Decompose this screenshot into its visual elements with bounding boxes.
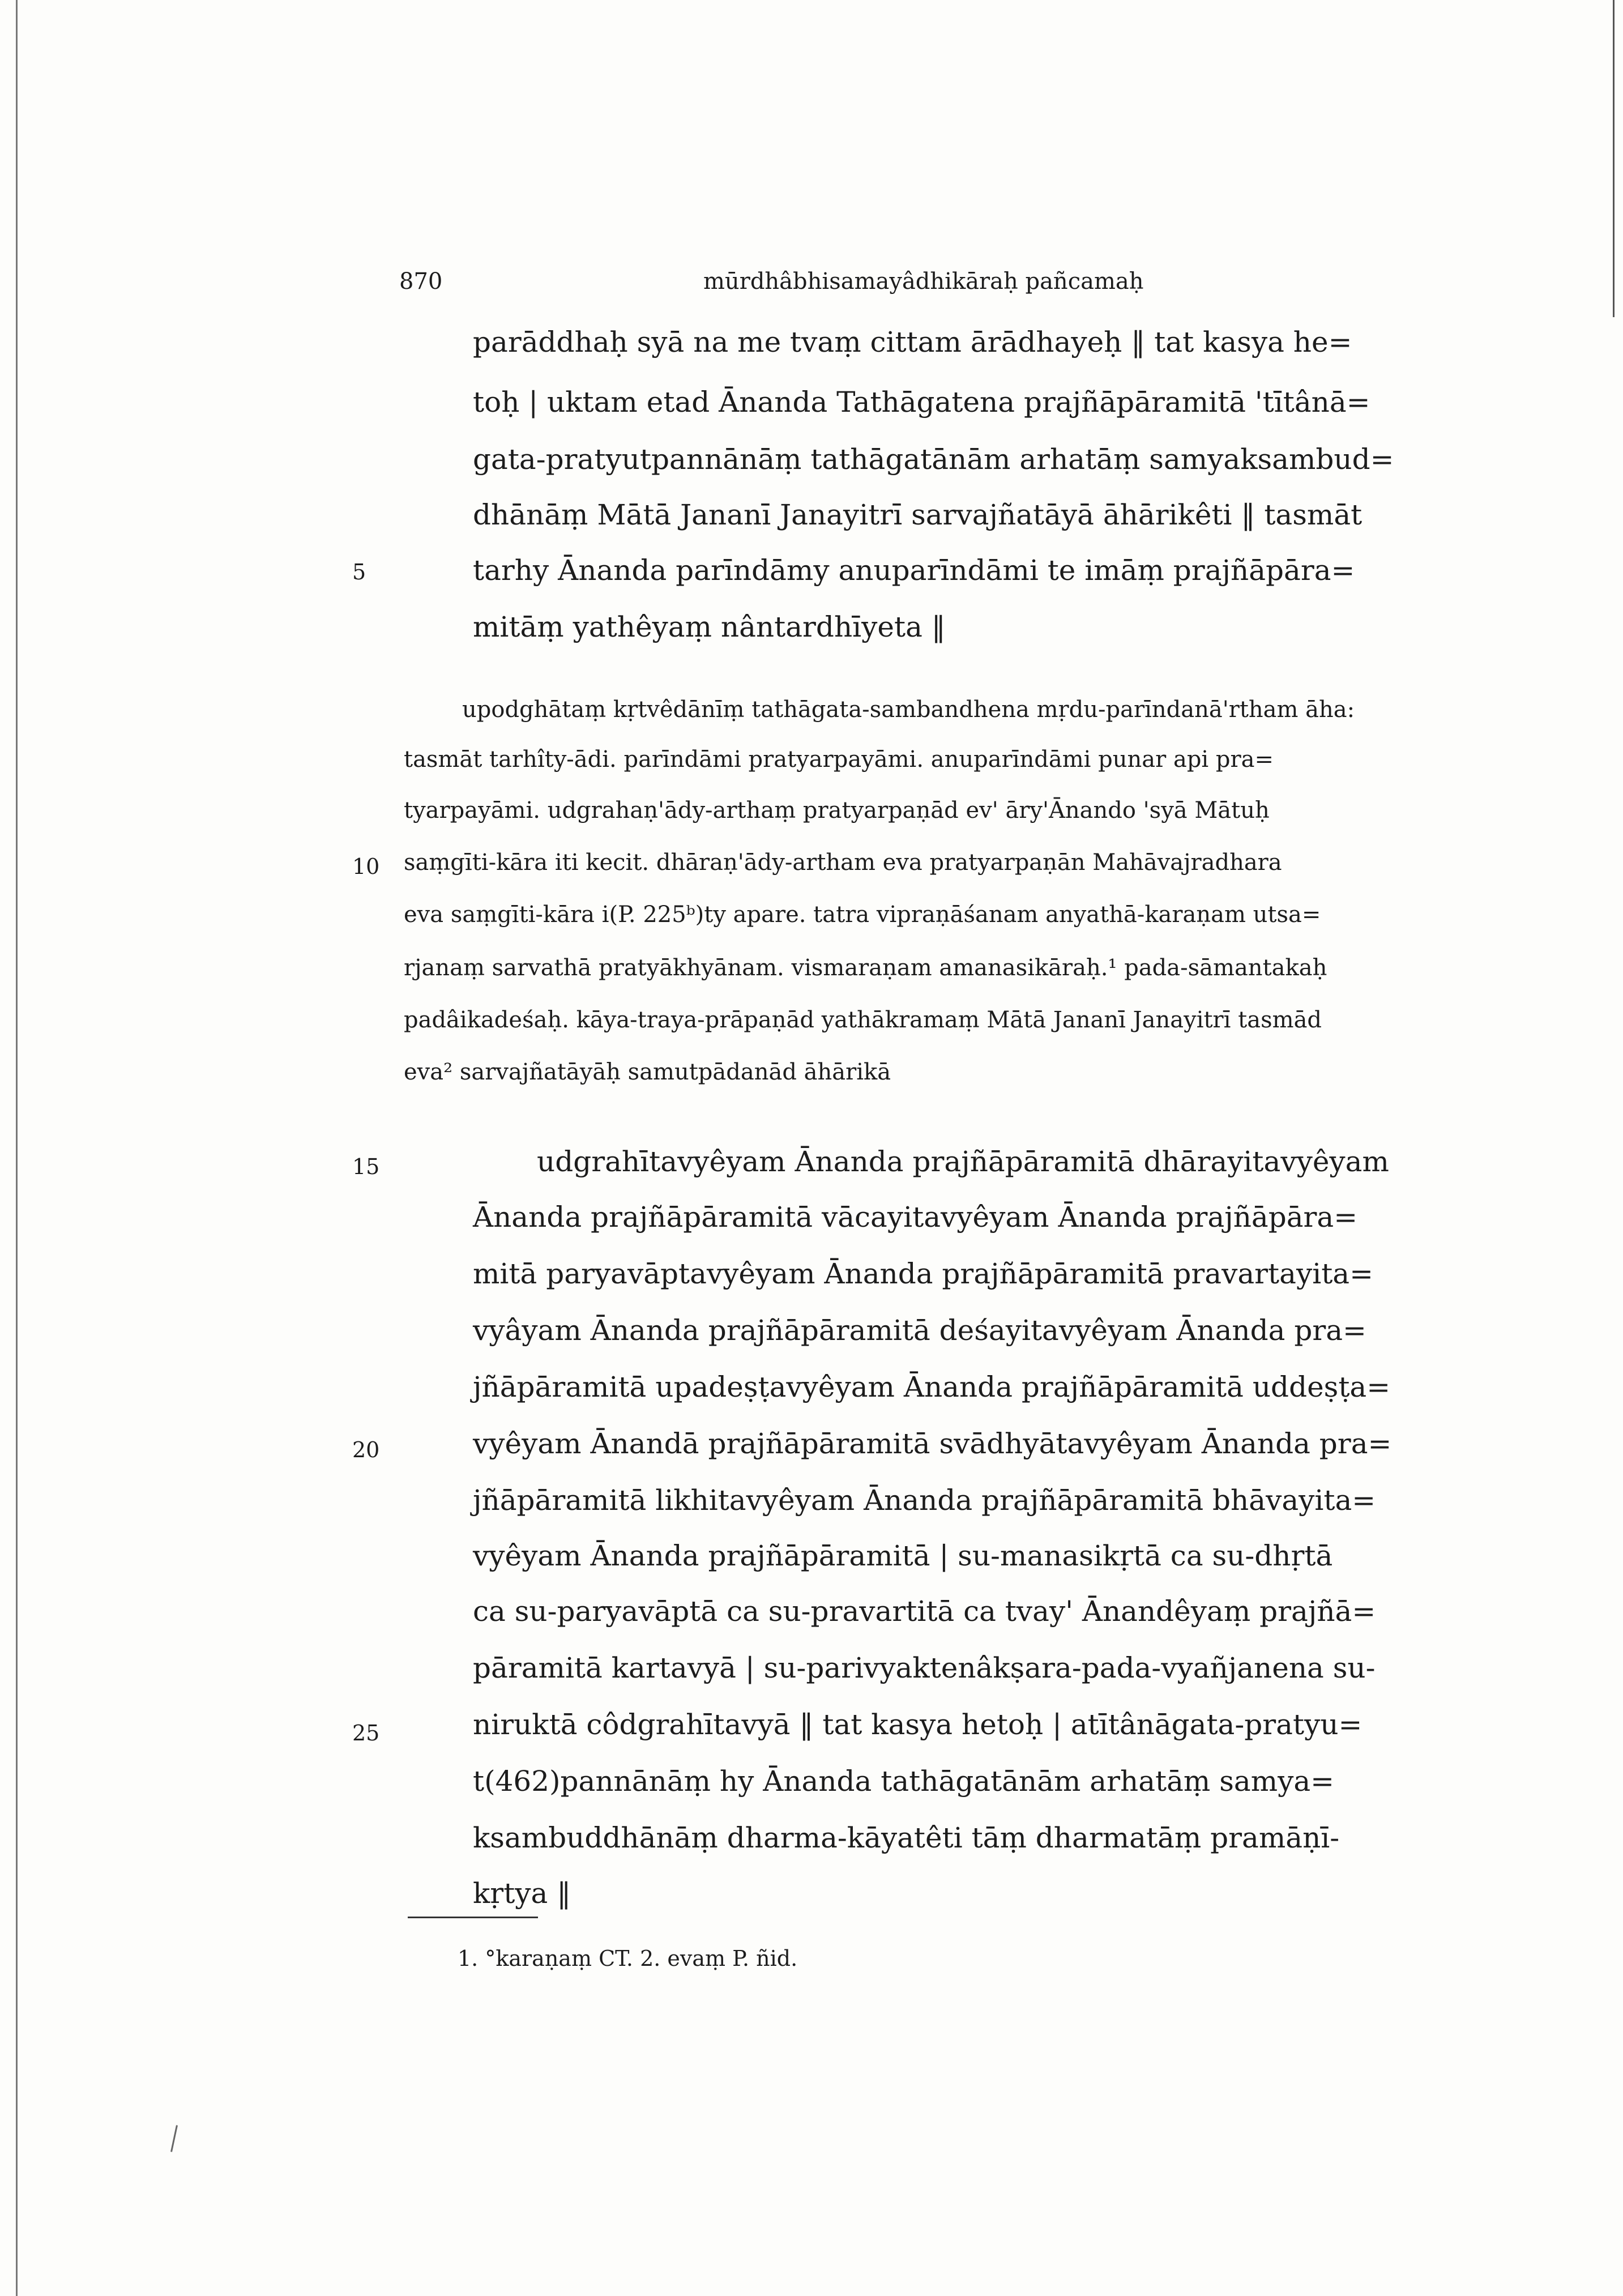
footnotes: 1. °karaṇaṃ CT. 2. evaṃ P. ñid. [458, 1946, 798, 1971]
commentary-line: eva saṃgīti-kāra i(P. 225ᵇ)ty apare. tatra vipraṇāśanam anyathā-karaṇam utsa= [404, 902, 1321, 928]
text-line: pāramitā kartavyā | su-parivyaktenâkṣara-pada-vyañjanena su- [473, 1651, 1376, 1684]
commentary-line: tasmāt tarhîty-ādi. parīndāmi pratyarpayāmi. anuparīndāmi punar api pra= [404, 746, 1274, 773]
text-line: jñāpāramitā likhitavyêyam Ānanda prajñāpāramitā bhāvayita= [473, 1484, 1376, 1517]
commentary-line: tyarpayāmi. udgrahaṇ'ādy-arthaṃ pratyarpaṇād ev' āry'Ānando 'syā Mātuḥ [404, 797, 1270, 823]
text-line: ca su-paryavāptā ca su-pravartitā ca tvay' Ānandêyaṃ prajñā= [473, 1595, 1376, 1628]
scan-left-edge [16, 0, 18, 2296]
line-number-25: 25 [352, 1721, 380, 1746]
text-line: vyêyam Ānandā prajñāpāramitā svādhyātavyêyam Ānanda pra= [473, 1427, 1392, 1460]
line-number-10: 10 [352, 854, 380, 879]
text-line: toḥ | uktam etad Ānanda Tathāgatena prajñāpāramitā 'tītânā= [473, 386, 1370, 419]
line-number-5: 5 [352, 560, 366, 584]
running-title: mūrdhâbhisamayâdhikāraḥ pañcamaḥ [703, 268, 1144, 295]
text-line: ksambuddhānāṃ dharma-kāyatêti tāṃ dharmatāṃ pramāṇī- [473, 1821, 1340, 1854]
text-line: niruktā côdgrahītavyā ‖ tat kasya hetoḥ | atītânāgata-pratyu= [473, 1708, 1363, 1741]
text-line: tarhy Ānanda parīndāmy anuparīndāmi te imāṃ prajñāpāra= [473, 554, 1355, 587]
text-line: mitā paryavāptavyêyam Ānanda prajñāpāramitā pravartayita= [473, 1257, 1373, 1290]
line-number-15: 15 [352, 1154, 380, 1179]
commentary-line: saṃgīti-kāra iti kecit. dhāraṇ'ādy-artham eva pratyarpaṇān Mahāvajradhara [404, 850, 1282, 876]
text-line: jñāpāramitā upadeṣṭavyêyam Ānanda prajñāpāramitā uddeṣṭa= [473, 1371, 1391, 1403]
text-line: vyâyam Ānanda prajñāpāramitā deśayitavyêyam Ānanda pra= [473, 1314, 1366, 1347]
text-line: udgrahītavyêyam Ānanda prajñāpāramitā dhārayitavyêyam [537, 1145, 1389, 1178]
commentary-line: padâikadeśaḥ. kāya-traya-prāpaṇād yathākramaṃ Mātā Jananī Janayitrī tasmād [404, 1007, 1322, 1033]
footnote-rule [408, 1917, 538, 1918]
text-line: vyêyam Ānanda prajñāpāramitā | su-manasikṛtā ca su-dhṛtā [473, 1539, 1333, 1572]
text-line: t(462)pannānāṃ hy Ānanda tathāgatānām arhatāṃ samya= [473, 1765, 1335, 1798]
line-number-20: 20 [352, 1437, 380, 1462]
text-line: mitāṃ yathêyaṃ nântardhīyeta ‖ [473, 611, 946, 643]
stray-pen-mark [170, 2125, 178, 2152]
text-line: gata-pratyutpannānāṃ tathāgatānām arhatāṃ samyaksambud= [473, 443, 1394, 476]
commentary-line: rjanaṃ sarvathā pratyākhyānam. vismaraṇam amanasikāraḥ.¹ pada-sāmantakaḥ [404, 955, 1327, 981]
commentary-line: eva² sarvajñatāyāḥ samutpādanād āhārikā [404, 1059, 891, 1085]
text-line: Ānanda prajñāpāramitā vācayitavyêyam Ānanda prajñāpāra= [473, 1201, 1358, 1234]
page-number: 870 [399, 268, 443, 295]
commentary-line: upodghātaṃ kṛtvêdānīṃ tathāgata-sambandhena mṛdu-parīndanā'rtham āha: [462, 697, 1355, 723]
text-line: dhānāṃ Mātā Jananī Janayitrī sarvajñatāyā āhārikêti ‖ tasmāt [473, 498, 1363, 531]
text-line: parāddhaḥ syā na me tvaṃ cittam ārādhayeḥ ‖ tat kasya he= [473, 326, 1352, 359]
scan-right-edge [1613, 0, 1615, 317]
text-line: kṛtya ‖ [473, 1877, 571, 1910]
